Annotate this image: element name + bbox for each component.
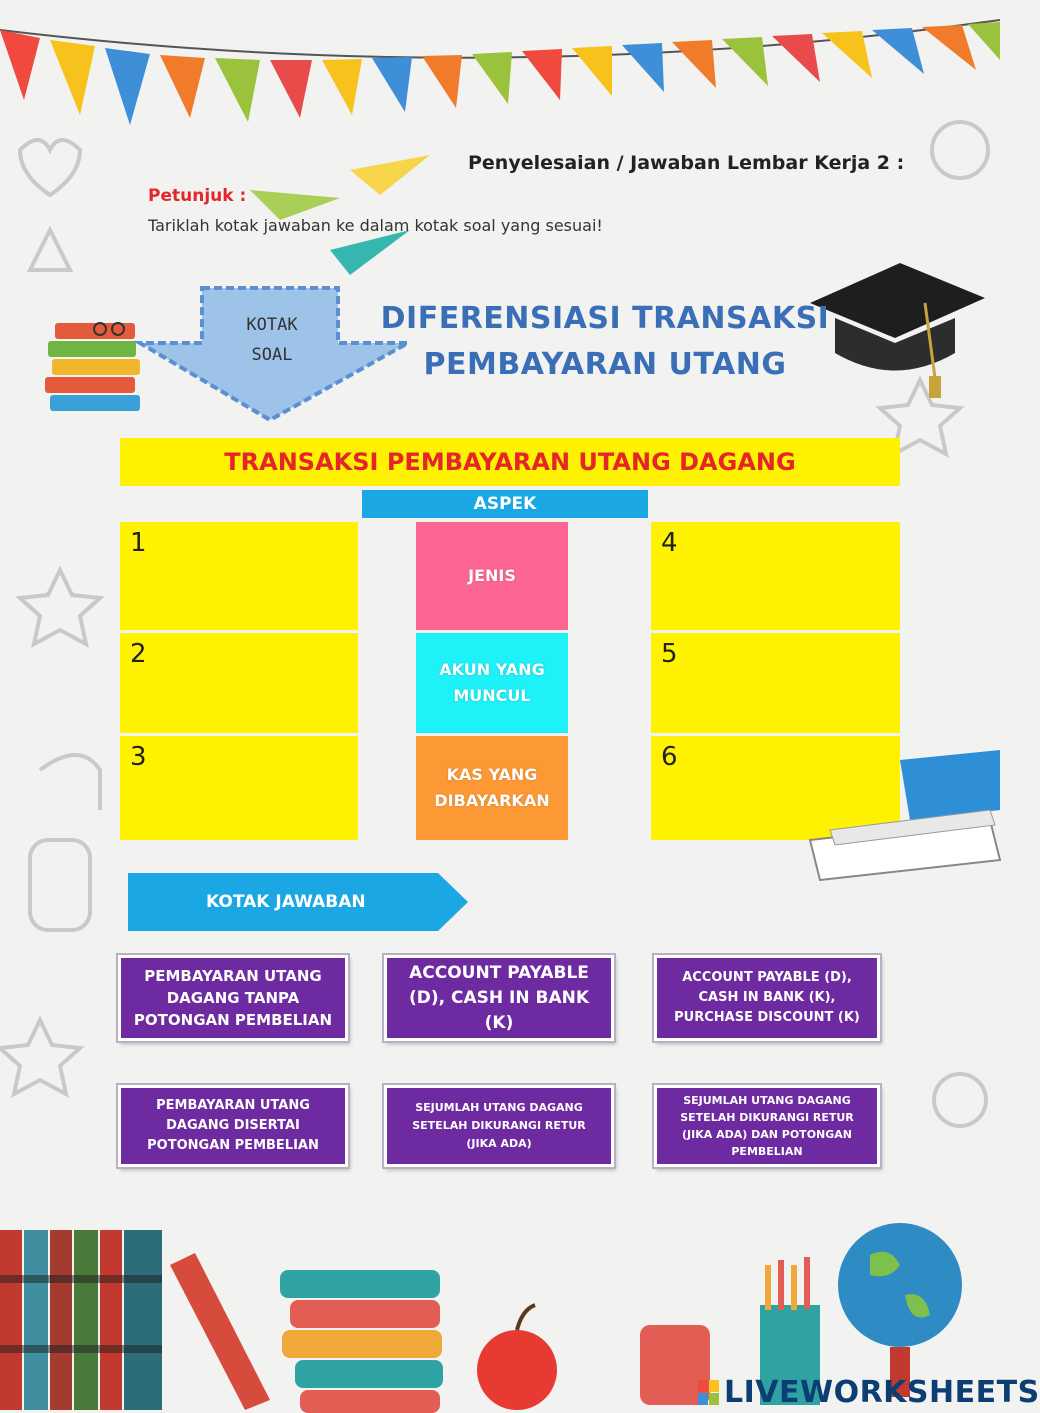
aspect-line: DIBAYARKAN <box>434 791 550 810</box>
aspect-line: MUNCUL <box>453 686 531 705</box>
paper-plane-icons <box>240 150 440 280</box>
aspect-accounts <box>416 633 568 733</box>
answer-line: PEMBELIAN <box>731 1145 803 1158</box>
drop-slot-4[interactable] <box>651 522 900 630</box>
answer-line: (D), CASH IN BANK (K) <box>408 987 590 1033</box>
aspect-line: AKUN YANG <box>439 660 545 679</box>
slot-number: 2 <box>130 639 147 669</box>
aspect-line: JENIS <box>468 566 516 585</box>
answer-line: SEJUMLAH UTANG DAGANG <box>683 1094 851 1107</box>
answer-card-5[interactable] <box>384 1085 614 1167</box>
drop-slot-2[interactable] <box>120 633 358 733</box>
answer-line: SETELAH DIKURANGI RETUR <box>412 1119 586 1132</box>
answer-line: (JIKA ADA) DAN POTONGAN <box>682 1128 852 1141</box>
aspect-header: ASPEK <box>362 490 648 518</box>
slot-number: 6 <box>661 742 678 772</box>
answer-card-4[interactable] <box>118 1085 348 1167</box>
table-banner: TRANSAKSI PEMBAYARAN UTANG DAGANG <box>120 438 900 486</box>
answer-line: SETELAH DIKURANGI RETUR <box>680 1111 854 1124</box>
answer-card-2[interactable] <box>384 955 614 1041</box>
drop-slot-5[interactable] <box>651 633 900 733</box>
slot-number: 5 <box>661 639 678 669</box>
bunting-decoration <box>0 0 1000 130</box>
title-line2: PEMBAYARAN UTANG <box>423 347 787 382</box>
answer-line: SEJUMLAH UTANG DAGANG <box>415 1101 583 1114</box>
slot-number: 1 <box>130 528 147 558</box>
books-stack-icon <box>40 315 150 425</box>
answer-line: ACCOUNT PAYABLE (D), <box>682 970 852 985</box>
answer-line: DAGANG DISERTAI <box>166 1118 300 1133</box>
drop-slot-3[interactable] <box>120 736 358 840</box>
answer-box-label: KOTAK JAWABAN <box>206 892 366 912</box>
answer-line: (JIKA ADA) <box>466 1137 532 1150</box>
answer-line: PEMBAYARAN UTANG <box>144 967 322 985</box>
question-box-line1: KOTAK <box>246 315 298 335</box>
instruction-label: Petunjuk : <box>148 186 247 206</box>
watermark: LIVEWORKSHEETS <box>724 1375 1040 1410</box>
answer-card-6[interactable] <box>654 1085 880 1167</box>
graduation-cap-icon <box>805 258 990 408</box>
title-line1: DIFERENSIASI TRANSAKSI <box>380 301 830 336</box>
question-box-line2: SOAL <box>251 345 293 365</box>
page-title <box>380 296 830 388</box>
liveworksheets-logo-icon <box>698 1380 720 1406</box>
answer-line: PEMBAYARAN UTANG <box>156 1098 310 1113</box>
answer-line: POTONGAN PEMBELIAN <box>147 1138 319 1153</box>
notebooks-icon <box>790 740 1000 890</box>
instruction-text: Tariklah kotak jawaban ke dalam kotak soal yang sesuai! <box>148 216 603 235</box>
aspect-line: KAS YANG <box>446 765 538 784</box>
aspect-cash <box>416 736 568 840</box>
slot-number: 4 <box>661 528 678 558</box>
answer-line: PURCHASE DISCOUNT (K) <box>674 1010 860 1025</box>
question-box-label <box>212 310 332 370</box>
aspect-type <box>416 522 568 630</box>
answer-card-3[interactable] <box>654 955 880 1041</box>
slot-number: 3 <box>130 742 147 772</box>
answer-line: CASH IN BANK (K), <box>698 990 836 1005</box>
drop-slot-1[interactable] <box>120 522 358 630</box>
solution-title: Penyelesaian / Jawaban Lembar Kerja 2 : <box>468 152 905 174</box>
answer-line: POTONGAN PEMBELIAN <box>133 1011 333 1029</box>
answer-card-1[interactable] <box>118 955 348 1041</box>
answer-line: ACCOUNT PAYABLE <box>409 962 589 983</box>
answer-line: DAGANG TANPA <box>166 989 300 1007</box>
